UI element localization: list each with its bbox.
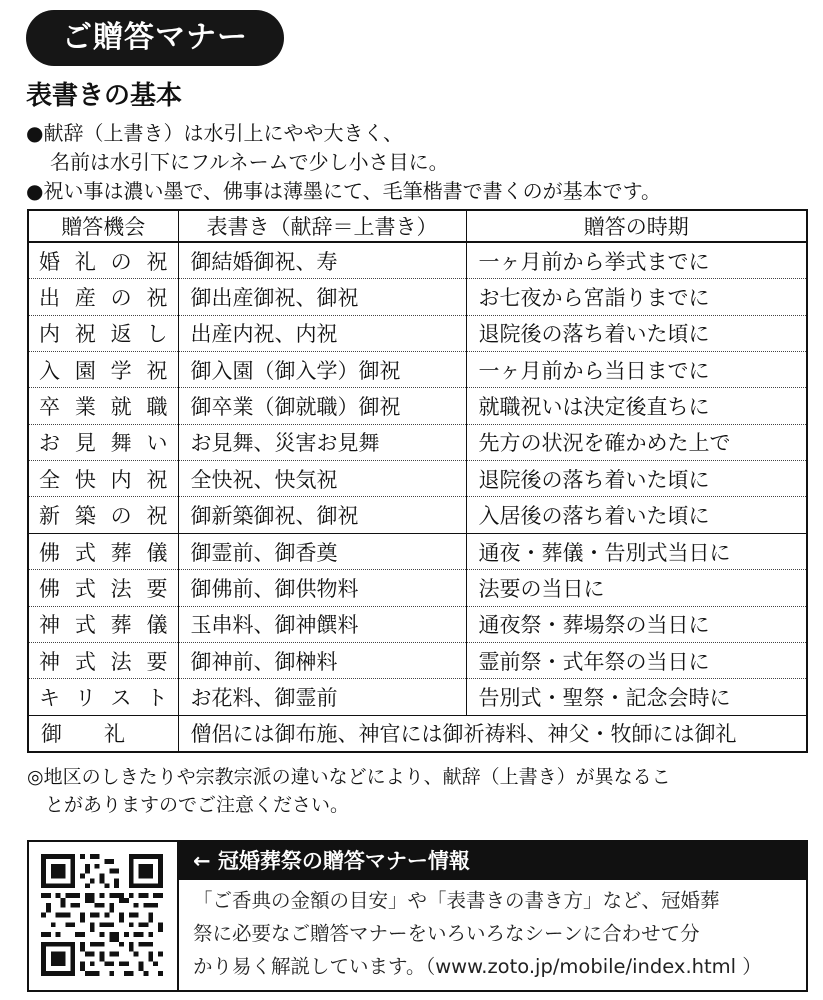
merged-cell: 僧侶には御布施、神官には御祈祷料、神父・牧師には御礼 (190, 722, 737, 747)
occasion-cell: 内祝返し (28, 315, 178, 351)
section-badge-title: ご贈答マナー (26, 10, 284, 66)
table-row (28, 424, 807, 460)
occasion-cell: 全快内祝 (28, 461, 178, 497)
table-row (28, 642, 807, 678)
occasion-cell: 卒業就職 (28, 388, 178, 424)
label-cell: お見舞、災害お見舞 (178, 424, 466, 460)
info-box (27, 840, 808, 992)
info-line: かり易く解説しています。（www.zoto.jp/mobile/index.html ） (193, 955, 762, 978)
table-row (28, 461, 807, 497)
label-cell: お花料、御霊前 (178, 679, 466, 715)
timing-cell: 先方の状況を確かめた上で (466, 424, 807, 460)
info-title: ← 冠婚葬祭の贈答マナー情報 (179, 842, 806, 880)
bullet-line: ●献辞（上書き）は水引上にやや大きく、 (26, 121, 404, 145)
occasion-cell: 神式法要 (28, 642, 178, 678)
note-line: とがありますのでご注意ください。 (45, 794, 350, 816)
occasion-cell: 佛式葬儀 (28, 533, 178, 569)
timing-cell: 退院後の落ち着いた頃に (466, 461, 807, 497)
column-header: 贈答の時期 (466, 210, 807, 242)
table-row (28, 570, 807, 606)
timing-cell: 一ヶ月前から当日までに (466, 352, 807, 388)
table-row (28, 497, 807, 533)
column-header: 贈答機会 (28, 210, 178, 242)
occasion-cell: 御 礼 (28, 715, 178, 752)
table-row (28, 242, 807, 279)
occasion-cell: お見舞い (28, 424, 178, 460)
label-cell: 出産内祝、内祝 (178, 315, 466, 351)
label-cell: 御佛前、御供物料 (178, 570, 466, 606)
label-cell: 御入園（御入学）御祝 (178, 352, 466, 388)
table-row (28, 715, 807, 752)
info-line: 祭に必要なご贈答マナーをいろいろなシーンに合わせて分 (193, 922, 700, 945)
table-row (28, 388, 807, 424)
label-cell: 全快祝、快気祝 (178, 461, 466, 497)
timing-cell: お七夜から宮詣りまでに (466, 279, 807, 315)
occasion-cell: キリスト (28, 679, 178, 715)
timing-cell: 法要の当日に (466, 570, 807, 606)
column-header: 表書き（献辞＝上書き） (178, 210, 466, 242)
occasion-cell: 入園学祝 (28, 352, 178, 388)
qr-code-icon[interactable] (41, 854, 163, 976)
info-line: 「ご香典の金額の目安」や「表書きの書き方」など、冠婚葬 (193, 889, 720, 912)
timing-cell: 通夜祭・葬場祭の当日に (466, 606, 807, 642)
note-line: ◎地区のしきたりや宗教宗派の違いなどにより、献辞（上書き）が異なるこ (27, 766, 671, 788)
occasion-cell: 出産の祝 (28, 279, 178, 315)
subheading: 表書きの基本 (26, 81, 183, 111)
bullet-list (26, 119, 661, 206)
timing-cell: 入居後の落ち着いた頃に (466, 497, 807, 533)
label-cell: 御神前、御榊料 (178, 642, 466, 678)
occasion-cell: 神式葬儀 (28, 606, 178, 642)
table-row (28, 679, 807, 715)
table-row (28, 352, 807, 388)
gift-manners-table (27, 209, 808, 753)
table-row (28, 315, 807, 351)
timing-cell: 霊前祭・式年祭の当日に (466, 642, 807, 678)
label-cell: 御出産御祝、御祝 (178, 279, 466, 315)
caution-note (27, 763, 817, 819)
occasion-cell: 新築の祝 (28, 497, 178, 533)
bullet-line: ●祝い事は濃い墨で、佛事は薄墨にて、毛筆楷書で書くのが基本です。 (26, 179, 662, 203)
timing-cell: 就職祝いは決定後直ちに (466, 388, 807, 424)
label-cell: 御卒業（御就職）御祝 (178, 388, 466, 424)
table-row (28, 606, 807, 642)
timing-cell: 一ヶ月前から挙式までに (466, 242, 807, 279)
table-row (28, 533, 807, 569)
timing-cell: 通夜・葬儀・告別式当日に (466, 533, 807, 569)
label-cell: 御新築御祝、御祝 (178, 497, 466, 533)
info-description (193, 884, 798, 983)
occasion-cell: 婚礼の祝 (28, 242, 178, 279)
table-row (28, 279, 807, 315)
label-cell: 玉串料、御神饌料 (178, 606, 466, 642)
timing-cell: 退院後の落ち着いた頃に (466, 315, 807, 351)
label-cell: 御霊前、御香奠 (178, 533, 466, 569)
timing-cell: 告別式・聖祭・記念会時に (466, 679, 807, 715)
label-cell: 御結婚御祝、寿 (178, 242, 466, 279)
occasion-cell: 佛式法要 (28, 570, 178, 606)
bullet-line: 名前は水引下にフルネームで少し小さ目に。 (50, 150, 449, 174)
